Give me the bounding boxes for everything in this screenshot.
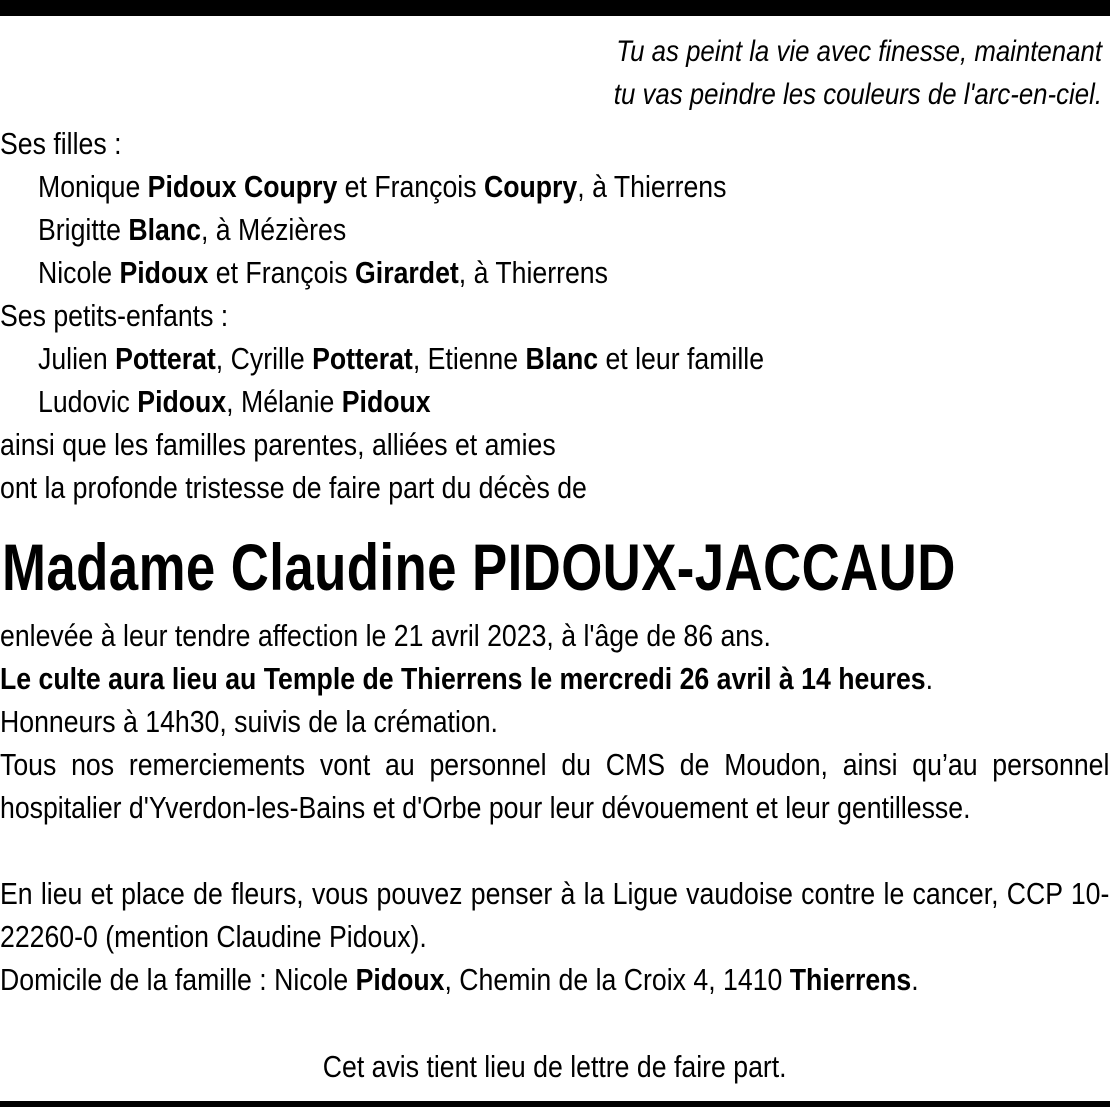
footer-note: Cet avis tient lieu de lettre de faire part.	[323, 1049, 787, 1084]
service-line: Le culte aura lieu au Temple de Thierrens le mercredi 26 avril à 14 heures.	[0, 661, 934, 696]
deceased-name: Madame Claudine PIDOUX-JACCAUD	[2, 530, 956, 604]
thanks-paragraph: Tous nos remerciements vont au personnel du CMS de Moudon, ainsi qu’au personnel hospitalier d'Yverdon-les-Bains et d'Orbe pour leur dévouement et leur gentillesse.	[0, 747, 1110, 825]
honours-line: Honneurs à 14h30, suivis de la crémation.	[0, 704, 498, 739]
top-rule	[0, 0, 1110, 16]
epigraph-line-1: Tu as peint la vie avec finesse, maintenant	[616, 35, 1102, 68]
epigraph	[414, 30, 1102, 116]
grandchild-row-1: Julien Potterat, Cyrille Potterat, Etienne Blanc et leur famille	[38, 341, 765, 376]
daughters-heading: Ses filles :	[0, 126, 122, 161]
daughter-row-2: Brigitte Blanc, à Mézières	[38, 212, 347, 247]
family-home-line: Domicile de la famille : Nicole Pidoux, Chemin de la Croix 4, 1410 Thierrens.	[0, 962, 919, 997]
announcement-line: ont la profonde tristesse de faire part du décès de	[0, 470, 587, 505]
families-line: ainsi que les familles parentes, alliées et amies	[0, 427, 556, 462]
daughter-row-1: Monique Pidoux Coupry et François Coupry, à Thierrens	[38, 169, 727, 204]
grandchildren-heading: Ses petits-enfants :	[0, 298, 229, 333]
daughter-row-3: Nicole Pidoux et François Girardet, à Thierrens	[38, 255, 608, 290]
grandchild-row-2: Ludovic Pidoux, Mélanie Pidoux	[38, 384, 431, 419]
flowers-paragraph: En lieu et place de fleurs, vous pouvez penser à la Ligue vaudoise contre le cancer, CCP 10-22260-0 (mention Claudine Pidoux).	[0, 876, 1110, 954]
bottom-rule	[0, 1101, 1110, 1107]
taken-line: enlevée à leur tendre affection le 21 avril 2023, à l'âge de 86 ans.	[0, 618, 771, 653]
epigraph-line-2: tu vas peindre les couleurs de l'arc-en-ciel.	[613, 78, 1102, 111]
